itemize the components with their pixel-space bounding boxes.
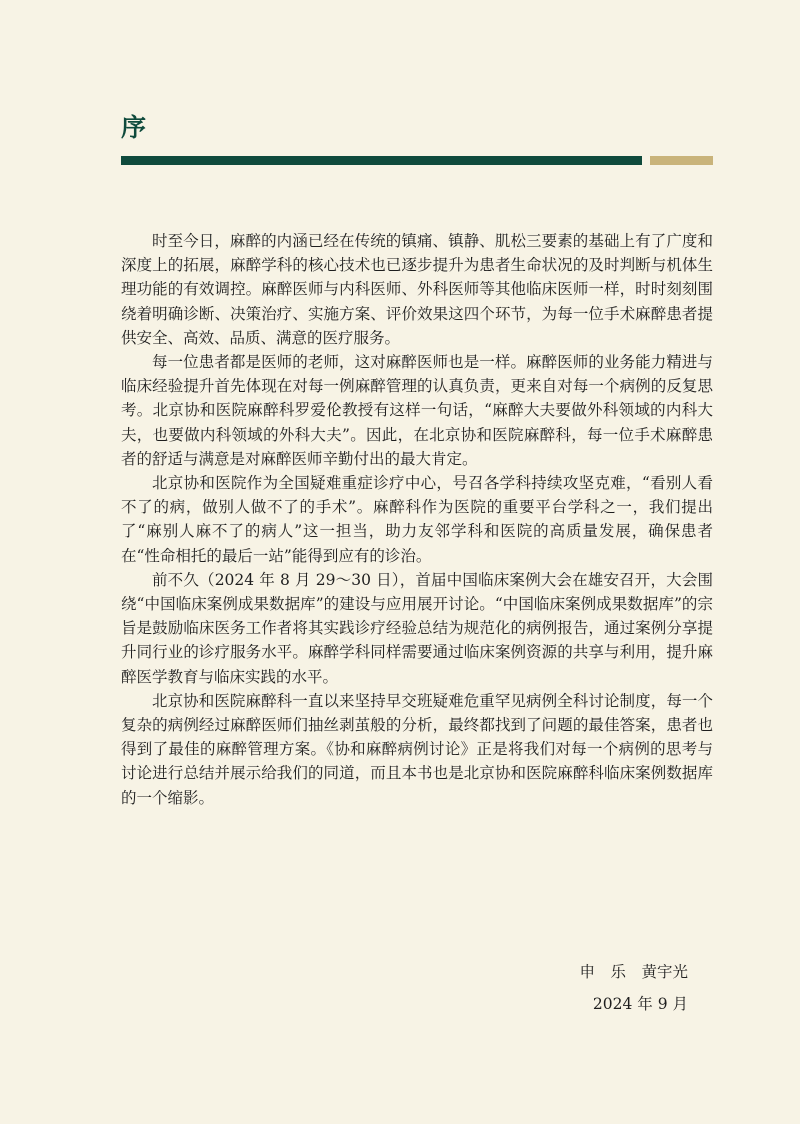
- title-rule-accent: [650, 156, 713, 165]
- title-rule-primary: [121, 156, 642, 165]
- paragraph: 时至今日，麻醉的内涵已经在传统的镇痛、镇静、肌松三要素的基础上有了广度和深度上的拓展，麻醉学科的核心技术也已逐步提升为患者生命状况的及时判断与机体生理功能的有效调控。麻醉医师与内科医师、外科医师等其他临床医师一样，时时刻刻围绕着明确诊断、决策治疗、实施方案、评价效果这四个环节，为每一位手术麻醉患者提供安全、高效、品质、满意的医疗服务。: [121, 232, 713, 347]
- signature-block: [579, 956, 688, 1020]
- paragraph: 北京协和医院麻醉科一直以来坚持早交班疑难危重罕见病例全科讨论制度，每一个复杂的病例经过麻醉医师们抽丝剥茧般的分析，最终都找到了问题的最佳答案，患者也得到了最佳的麻醉管理方案。《协和麻醉病例讨论》正是将我们对每一个病例的思考与讨论进行总结并展示给我们的同道，而且本书也是北京协和医院麻醉科临床案例数据库的一个缩影。: [121, 691, 713, 807]
- signature-authors: 申 乐 黄宇光: [579, 963, 688, 981]
- paragraph: 前不久（2024 年 8 月 29～30 日），首届中国临床案例大会在雄安召开，大会围绕“中国临床案例成果数据库”的建设与应用展开讨论。“中国临床案例成果数据库”的宗旨是鼓励临床医务工作者将其实践诊疗经验总结为规范化的病例报告，通过案例分享提升同行业的诊疗服务水平。麻醉学科同样需要通过临床案例资源的共享与利用，提升麻醉医学教育与临床实践的水平。: [121, 570, 713, 686]
- paragraph: 北京协和医院作为全国疑难重症诊疗中心，号召各学科持续攻坚克难，“看别人看不了的病，做别人做不了的手术”。麻醉科作为医院的重要平台学科之一，我们提出了“麻别人麻不了的病人”这一担当，助力友邻学科和医院的高质量发展，确保患者在“性命相托的最后一站”能得到应有的诊治。: [121, 474, 713, 565]
- paragraph: 每一位患者都是医师的老师，这对麻醉医师也是一样。麻醉医师的业务能力精进与临床经验提升首先体现在对每一例麻醉管理的认真负责，更来自对每一个病例的反复思考。北京协和医院麻醉科罗爱伦教授有这样一句话，“麻醉大夫要做外科领域的内科大夫，也要做内科领域的外科大夫”。因此，在北京协和医院麻醉科，每一位手术麻醉患者的舒适与满意是对麻醉医师辛勤付出的最大肯定。: [121, 353, 713, 468]
- page-title: 序: [121, 113, 148, 142]
- signature-date: 2024 年 9 月: [592, 995, 688, 1013]
- preface-body: [121, 229, 713, 810]
